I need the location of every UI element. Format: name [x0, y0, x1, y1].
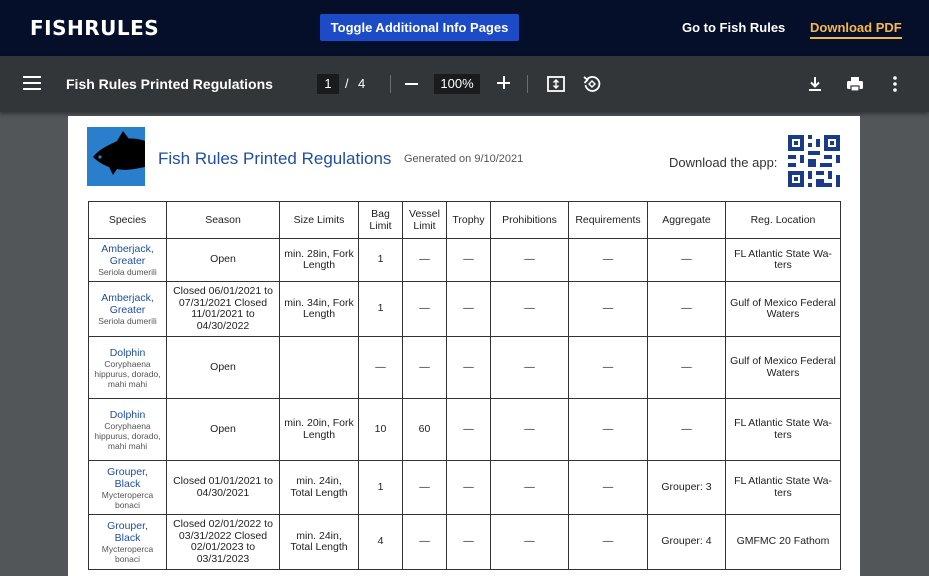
species-scientific: Seriola dumerili [98, 316, 157, 326]
download-pdf-link[interactable]: Download PDF [810, 20, 902, 39]
trophy-cell: — [447, 239, 491, 282]
prohibitions-cell: — [491, 461, 569, 515]
vessel-cell: — [403, 515, 447, 570]
species-scientific: Mycteroperca bonaci [101, 544, 154, 564]
trophy-cell: — [447, 337, 491, 399]
size-cell: min. 20in, Fork Length [280, 399, 359, 461]
download-app-label: Download the app: [669, 155, 778, 170]
vessel-cell: — [403, 282, 447, 337]
species-scientific: Seriola dumerili [98, 267, 157, 277]
prohibitions-cell: — [491, 282, 569, 337]
toolbar-divider [527, 75, 528, 93]
page-number-input[interactable]: 1 [317, 74, 339, 94]
location-cell: FL Atlantic State Wa-ters [726, 399, 841, 461]
page-separator: / [345, 76, 349, 91]
column-header: Season [167, 202, 280, 239]
top-brand-bar [0, 0, 929, 56]
trophy-cell: — [447, 515, 491, 570]
bag-cell: 10 [359, 399, 403, 461]
requirements-cell: — [569, 399, 648, 461]
column-header: Bag Limit [359, 202, 403, 239]
species-scientific: Coryphaena hippurus, dorado, mahi mahi [94, 358, 161, 389]
prohibitions-cell: — [491, 337, 569, 399]
table-row [89, 282, 841, 337]
pdf-page [68, 116, 860, 576]
column-header: Vessel Limit [403, 202, 447, 239]
size-cell: min. 34in, Fork Length [280, 282, 359, 337]
toggle-info-pages-button[interactable]: Toggle Additional Info Pages [320, 14, 519, 41]
species-cell [89, 515, 167, 570]
logo-text-left: FISH [30, 16, 85, 40]
season-cell: Open [167, 399, 280, 461]
prohibitions-cell: — [491, 239, 569, 282]
season-cell: Closed 01/01/2021 to 04/30/2021 [167, 461, 280, 515]
species-name[interactable]: Grouper, Black [107, 465, 148, 490]
trophy-cell: — [447, 399, 491, 461]
requirements-cell: — [569, 337, 648, 399]
season-cell: Open [167, 239, 280, 282]
bag-cell: 4 [359, 515, 403, 570]
size-cell [280, 337, 359, 399]
pdf-title: Fish Rules Printed Regulations [66, 76, 273, 92]
aggregate-cell: — [648, 239, 726, 282]
species-scientific: Mycteroperca bonaci [101, 489, 154, 510]
aggregate-cell: — [648, 399, 726, 461]
column-header: Trophy [447, 202, 491, 239]
more-options-icon[interactable] [885, 74, 905, 94]
location-cell: Gulf of Mexico Federal Waters [726, 337, 841, 399]
season-cell: Closed 02/01/2022 to 03/31/2022 Closed 02/01/2023 to 03/31/2023 [167, 515, 280, 570]
location-cell: GMFMC 20 Fathom [726, 515, 841, 570]
vessel-cell: — [403, 461, 447, 515]
bag-cell: 1 [359, 282, 403, 337]
rotate-icon[interactable] [582, 74, 602, 94]
trophy-cell: — [447, 461, 491, 515]
species-name[interactable]: Dolphin [109, 346, 146, 359]
logo-text-right: RULES [84, 16, 160, 40]
column-header: Reg. Location [726, 202, 841, 239]
size-cell: min. 28in, Fork Length [280, 239, 359, 282]
species-scientific: Coryphaena hippurus, dorado, mahi mahi [94, 420, 161, 451]
table-row [89, 337, 841, 399]
zoom-level-input[interactable]: 100% [434, 74, 480, 94]
table-row [89, 239, 841, 282]
aggregate-cell: — [648, 337, 726, 399]
column-header: Aggregate [648, 202, 726, 239]
species-cell [89, 337, 167, 399]
requirements-cell: — [569, 461, 648, 515]
species-cell [89, 399, 167, 461]
requirements-cell: — [569, 515, 648, 570]
table-header-row [89, 202, 841, 239]
vessel-cell: 60 [403, 399, 447, 461]
qr-code-icon[interactable] [788, 135, 840, 187]
column-header: Prohibitions [491, 202, 569, 239]
column-header: Size Limits [280, 202, 359, 239]
fish-silhouette-icon [87, 127, 145, 186]
aggregate-cell: Grouper: 3 [648, 461, 726, 515]
prohibitions-cell: — [491, 399, 569, 461]
trophy-cell: — [447, 282, 491, 337]
prohibitions-cell: — [491, 515, 569, 570]
table-row [89, 461, 841, 515]
species-name[interactable]: Dolphin [109, 408, 146, 421]
aggregate-cell: — [648, 282, 726, 337]
vessel-cell: — [403, 337, 447, 399]
species-cell [89, 282, 167, 337]
species-cell [89, 461, 167, 515]
bag-cell: 1 [359, 461, 403, 515]
species-name[interactable]: Grouper, Black [107, 520, 148, 544]
column-header: Requirements [569, 202, 648, 239]
bag-cell: — [359, 337, 403, 399]
size-cell: min. 24in, Total Length [280, 515, 359, 570]
season-cell: Open [167, 337, 280, 399]
generated-date: Generated on 9/10/2021 [404, 153, 524, 165]
requirements-cell: — [569, 282, 648, 337]
go-to-fish-rules-link[interactable]: Go to Fish Rules [682, 20, 786, 35]
location-cell: FL Atlantic State Wa-ters [726, 461, 841, 515]
size-cell: min. 24in, Total Length [280, 461, 359, 515]
species-cell [89, 239, 167, 282]
species-name[interactable]: Amberjack, Greater [101, 243, 154, 267]
table-row [89, 515, 841, 570]
regulations-table [88, 201, 841, 570]
fit-page-icon[interactable] [546, 74, 566, 94]
pdf-viewer-toolbar [0, 56, 929, 112]
vessel-cell: — [403, 239, 447, 282]
location-cell: Gulf of Mexico Federal Waters [726, 282, 841, 337]
zoom-in-icon[interactable] [497, 76, 510, 89]
bag-cell: 1 [359, 239, 403, 282]
fish-rules-logo[interactable] [30, 14, 159, 42]
download-icon[interactable] [805, 74, 825, 94]
requirements-cell: — [569, 239, 648, 282]
print-icon[interactable] [845, 74, 865, 94]
aggregate-cell: Grouper: 4 [648, 515, 726, 570]
table-row [89, 399, 841, 461]
season-cell: Closed 06/01/2021 to 07/31/2021 Closed 11/01/2021 to 04/30/2022 [167, 282, 280, 337]
location-cell: FL Atlantic State Wa-ters [726, 239, 841, 282]
species-name[interactable]: Amberjack, Greater [101, 292, 154, 316]
toolbar-divider [390, 75, 391, 93]
column-header: Species [89, 202, 167, 239]
zoom-out-icon[interactable] [405, 83, 418, 85]
document-title: Fish Rules Printed Regulations [158, 149, 392, 168]
menu-icon[interactable] [23, 76, 41, 90]
page-total: 4 [358, 76, 366, 91]
